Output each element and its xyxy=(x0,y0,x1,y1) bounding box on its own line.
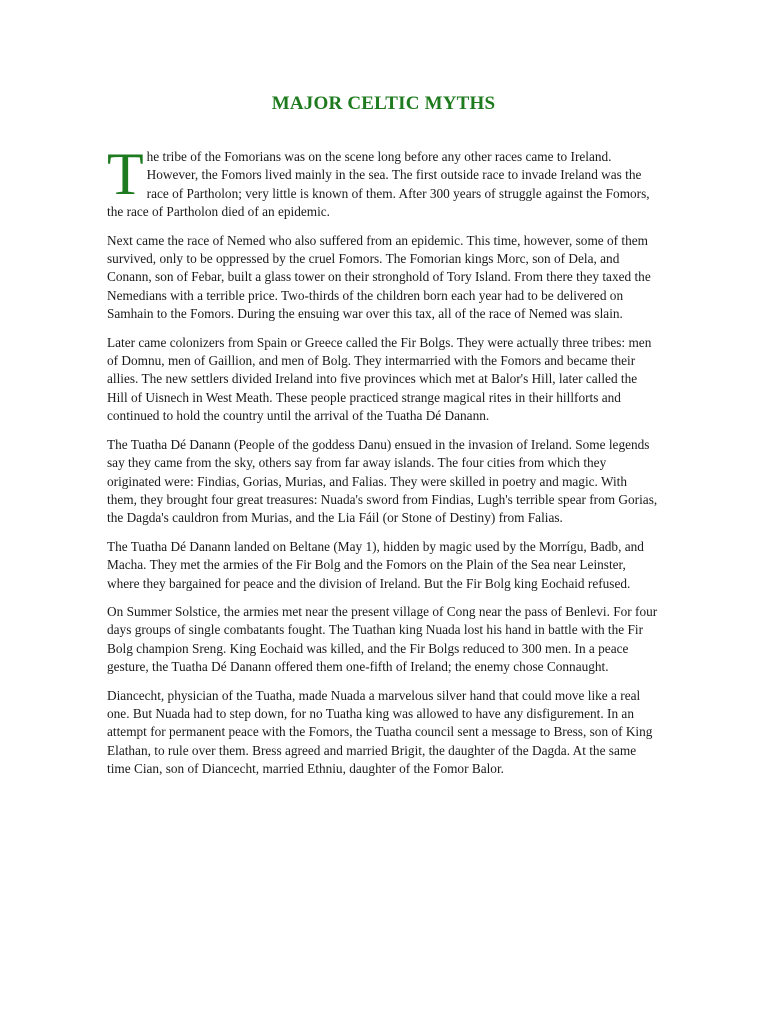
paragraph-1 xyxy=(107,141,660,222)
drop-cap: T xyxy=(107,141,144,207)
paragraph-6: On Summer Solstice, the armies met near the present village of Cong near the pass of Benlevi. For four days groups of single combatants fought. The Tuathan king Nuada lost his hand in battle with the Fir Bolg champion Sreng. King Eochaid was killed, and the Fir Bolgs reduced to 300 men. In a peace gesture, the Tuatha Dé Danann offered them one-fifth of Ireland; the enemy chose Connaught. xyxy=(107,603,658,675)
paragraph-4: The Tuatha Dé Danann (People of the goddess Danu) ensued in the invasion of Ireland. Some legends say they came from the sky, others say from far away islands. The four cities from which they originated were: Findias, Gorias, Murias, and Falias. They were skilled in poetry and magic. With them, they brought four great treasures: Nuada's sword from Findias, Lugh's terrible spear from Gorias, the Dagda's cauldron from Murias, and the Lia Fáil (or Stone of Destiny) from Falias. xyxy=(107,436,658,526)
paragraph-2: Next came the race of Nemed who also suffered from an epidemic. This time, however, some of them survived, only to be oppressed by the cruel Fomors. The Fomorian kings Morc, son of Dela, and Conann, son of Febar, built a glass tower on their stronghold of Tory Island. From there they taxed the Nemedians with a terrible price. Two-thirds of the children born each year had to be delivered on Samhain to the Fomors. During the ensuing war over this tax, all of the race of Nemed was slain. xyxy=(107,232,651,322)
paragraph-5: The Tuatha Dé Danann landed on Beltane (May 1), hidden by magic used by the Morrígu, Badb, and Macha. They met the armies of the Fir Bolg and the Fomors on the Plain of the Sea near Leinster, where they bargained for peace and the division of Ireland. But the Fir Bolg king Eochaid refused. xyxy=(107,538,644,591)
paragraph-7: Diancecht, physician of the Tuatha, made Nuada a marvelous silver hand that could move like a real one. But Nuada had to step down, for no Tuatha king was allowed to have any disfigurement. In an attempt for permanent peace with the Fomors, the Tuatha council sent a message to Bress, son of King Elathan, to rule over them. Bress agreed and married Brigit, the daughter of the Dagda. At the same time Cian, son of Diancecht, married Ethniu, daughter of the Fomor Balor. xyxy=(107,687,653,777)
page-title: MAJOR CELTIC MYTHS xyxy=(271,93,496,114)
paragraph-1-text: he tribe of the Fomorians was on the scene long before any other races came to Ireland. However, the Fomors lived mainly in the sea. The first outside race to invade Ireland was the race of Partholon; very little is known of them. After 300 years of struggle against the Fomors, the race of Partholon died of an epidemic. xyxy=(107,149,650,220)
paragraph-3: Later came colonizers from Spain or Greece called the Fir Bolgs. They were actually three tribes: men of Domnu, men of Gaillion, and men of Bolg. They intermarried with the Fomors and became their allies. The new settlers divided Ireland into five provinces which met at Balor's Hill, later called the Hill of Uisnech in West Meath. These people practiced strange magical rites in their hillforts and continued to hold the country until the arrival of the Tuatha Dé Danann. xyxy=(107,334,652,424)
document-page xyxy=(107,92,660,789)
